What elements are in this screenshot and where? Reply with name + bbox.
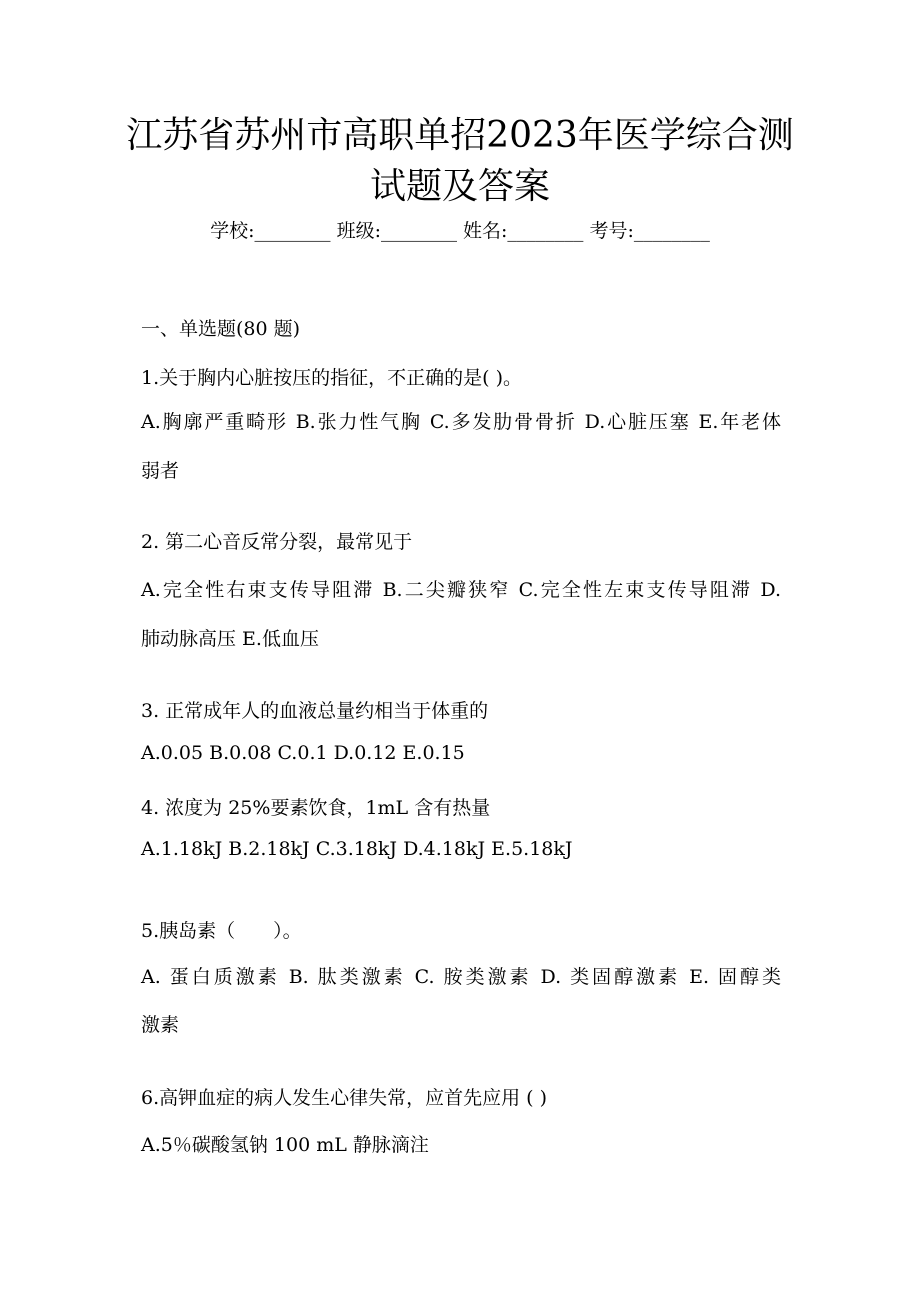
section-heading: 一、单选题(80 题)	[141, 318, 301, 340]
question-4-stem: 4. 浓度为 25%要素饮食，1mL 含有热量	[141, 797, 491, 819]
document-title-line-2: 试题及答案	[369, 166, 550, 207]
question-6-stem: 6.高钾血症的病人发生心律失常，应首先应用 ( )	[141, 1087, 548, 1109]
question-1-options-line-2: 弱者	[141, 460, 180, 482]
question-5-options-line-1: A. 蛋白质激素 B. 肽类激素 C. 胺类激素 D. 类固醇激素 E. 固醇类	[141, 966, 781, 988]
question-5-stem: 5.胰岛素（ ）。	[141, 920, 302, 942]
question-5-options-line-2: 激素	[141, 1014, 180, 1036]
question-2-options-line-1: A.完全性右束支传导阻滞 B.二尖瓣狭窄 C.完全性左束支传导阻滞 D.	[141, 579, 781, 601]
question-1-options-line-1: A.胸廓严重畸形 B.张力性气胸 C.多发肋骨骨折 D.心脏压塞 E.年老体	[141, 411, 781, 433]
question-3-stem: 3. 正常成年人的血液总量约相当于体重的	[141, 700, 489, 722]
question-2-stem: 2. 第二心音反常分裂，最常见于	[141, 531, 413, 553]
question-1-stem: 1.关于胸内心脏按压的指征，不正确的是( )。	[141, 367, 522, 389]
question-2-options-line-2: 肺动脉高压 E.低血压	[141, 628, 319, 650]
student-info-line: 学校:________ 班级:________ 姓名:________ 考号:________	[210, 220, 710, 242]
document-title-line-1: 江苏省苏州市高职单招2023年医学综合测	[126, 115, 794, 156]
question-4-options-line-1: A.1.18kJ B.2.18kJ C.3.18kJ D.4.18kJ E.5.18kJ	[141, 838, 573, 860]
question-3-options-line-1: A.0.05 B.0.08 C.0.1 D.0.12 E.0.15	[141, 742, 465, 764]
question-6-options-line-1: A.5％碳酸氢钠 100 mL 静脉滴注	[141, 1134, 429, 1156]
